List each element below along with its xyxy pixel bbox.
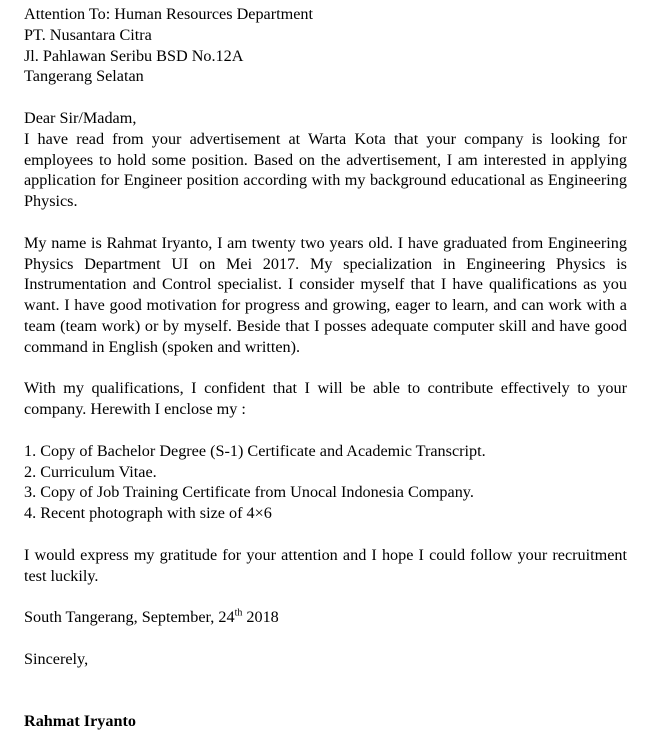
paragraph-qualifications: With my qualifications, I confident that I will be able to contribute effectively to your company. Herewith I enclose my : [24, 379, 627, 419]
enclosure-item: 1. Copy of Bachelor Degree (S-1) Certificate and Academic Transcript. [24, 441, 486, 460]
attention-line: Attention To: Human Resources Department [24, 5, 313, 23]
enclosure-item: 3. Copy of Job Training Certificate from Unocal Indonesia Company. [24, 483, 474, 502]
date-line [24, 607, 627, 628]
date-year: 2018 [242, 608, 279, 627]
closing-paragraph: I would express my gratitude for your attention and I hope I could follow your recruitment test luckily. [24, 545, 627, 585]
signature-name: Rahmat Iryanto [24, 712, 136, 731]
paragraph-intro: I have read from your advertisement at Warta Kota that your company is looking for employees to hold some position. Based on the advertisement, I am interested in applying application for Engineer position according with my background educational as Engineering Physics. [24, 129, 627, 211]
company-name: PT. Nusantara Citra [24, 25, 152, 44]
date-prefix: South Tangerang, September, 24 [24, 608, 235, 627]
enclosure-item: 4. Recent photograph with size of 4×6 [24, 504, 272, 523]
date-ordinal-suffix: th [234, 607, 243, 619]
paragraph-background: My name is Rahmat Iryanto, I am twenty two years old. I have graduated from Engineering Physics Department UI on Mei 2017. My specialization in Engineering Physics is Instrumentation and Control specialist. I consider myself that I have qualifications as you want. I have good motivation for progress and growing, eager to learn, and can work with a team (team work) or by myself. Beside that I posses adequate computer skill and have good command in English (spoken and written). [24, 233, 627, 356]
enclosure-item: 2. Curriculum Vitae. [24, 462, 157, 481]
street-address: Jl. Pahlawan Seribu BSD No.12A [24, 46, 244, 65]
enclosure-list [24, 441, 627, 524]
salutation: Dear Sir/Madam, [24, 108, 137, 127]
city: Tangerang Selatan [24, 67, 144, 86]
recipient-address [24, 4, 627, 87]
signoff: Sincerely, [24, 649, 89, 668]
